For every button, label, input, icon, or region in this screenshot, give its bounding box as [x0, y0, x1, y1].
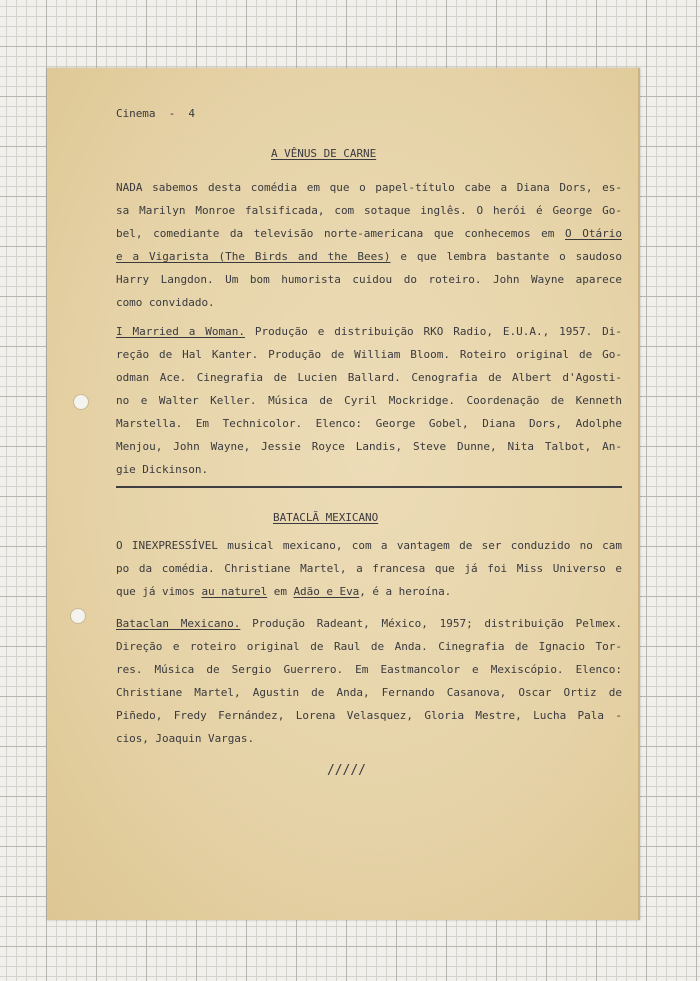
credits-line: Bataclan Mexicano. Produção Radeant, México, 1957; distribuição Pelmex. — [116, 617, 622, 630]
header-page-number: 4 — [188, 107, 195, 120]
punch-hole-top — [73, 394, 89, 410]
credits-line: Marstella. Em Technicolor. Elenco: George Gobel, Diana Dors, Adolphe — [116, 417, 622, 430]
end-mark: ///// — [327, 763, 366, 778]
phrase-underlined: au naturel — [201, 585, 268, 598]
review-line: NADA sabemos desta comédia em que o papel-título cabe a Diana Dors, es- — [116, 181, 622, 194]
credits-line: reção de Hal Kanter. Produção de William Bloom. Roteiro original de Go- — [116, 348, 622, 361]
credits-film-title: I Married a Woman. — [116, 325, 245, 338]
credits-line: Direção e roteiro original de Raul de Anda. Cinegrafia de Ignacio Tor- — [116, 640, 622, 653]
credits-line: no e Walter Keller. Música de Cyril Mockridge. Coordenação de Kenneth — [116, 394, 622, 407]
page-header: Cinema - 4 — [116, 107, 195, 120]
review-line: como convidado. — [116, 296, 215, 309]
credits-line: cios, Joaquin Vargas. — [116, 732, 255, 745]
typewritten-page — [47, 68, 640, 920]
section-divider — [116, 486, 622, 488]
credits-line: odman Ace. Cinegrafia de Lucien Ballard. Cenografia de Albert d'Agosti- — [116, 371, 622, 384]
credits-film-title: Bataclan Mexicano. — [116, 617, 241, 630]
header-section: Cinema — [116, 107, 156, 120]
credits-line: Menjou, John Wayne, Jessie Royce Landis, Steve Dunne, Nita Talbot, An- — [116, 440, 622, 453]
review-line: po da comédia. Christiane Martel, a francesa que já foi Miss Universo e — [116, 562, 622, 575]
film-title-underlined: e a Vigarista (The Birds and the Bees) — [116, 250, 391, 263]
credits-line: Piñedo, Fredy Fernández, Lorena Velasquez, Gloria Mestre, Lucha Pala - — [116, 709, 622, 722]
credits-line: gie Dickinson. — [116, 463, 209, 476]
punch-hole-bottom — [70, 608, 86, 624]
review-line: Harry Langdon. Um bom humorista cuidou do roteiro. John Wayne aparece — [116, 273, 622, 286]
review-line: e a Vigarista (The Birds and the Bees) e que lembra bastante o saudoso — [116, 250, 622, 263]
credits-line: res. Música de Sergio Guerrero. Em Eastmancolor e Mexiscópio. Elenco: — [116, 663, 622, 676]
review-title: A VÊNUS DE CARNE — [271, 147, 377, 160]
credits-line: I Married a Woman. Produção e distribuição RKO Radio, E.U.A., 1957. Di- — [116, 325, 623, 338]
film-title-underlined: O Otário — [565, 227, 622, 240]
film-title-underlined: Adão e Eva — [293, 585, 360, 598]
review-line: sa Marilyn Monroe falsificada, com sotaque inglês. O herói é George Go- — [116, 204, 622, 217]
credits-line: Christiane Martel, Agustin de Anda, Fernando Casanova, Oscar Ortiz de — [116, 686, 622, 699]
review-title: BATACLÃ MEXICANO — [273, 511, 379, 524]
review-line: O INEXPRESSÍVEL musical mexicano, com a vantagem de ser conduzido no cam — [116, 539, 622, 552]
review-line: que já vimos au naturel em Adão e Eva, é a heroína. — [116, 585, 452, 598]
review-line: bel, comediante da televisão norte-americana que conhecemos em O Otário — [116, 227, 622, 240]
